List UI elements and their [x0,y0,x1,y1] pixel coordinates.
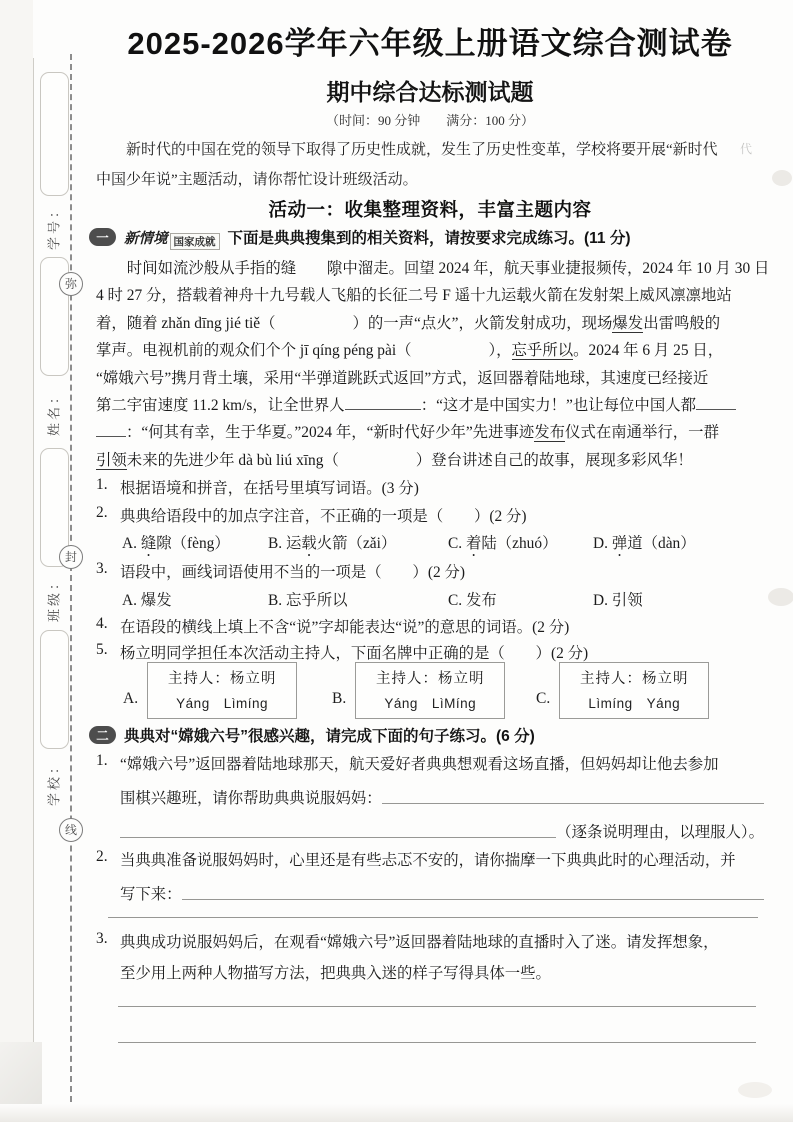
new-context-tag: 新情境 [124,230,168,247]
passage-line: 4 时 27 分，搭载着神舟十九号载人飞船的长征二号 F 遥十九运载火箭在发射架上威风凛凛地站 [96,287,732,305]
s2-q2-line-1: 当典典准备说服妈妈时，心里还是有些忐忑不安的，请你揣摩一下典典此时的心理活动，并 [120,852,736,869]
answer-blank [182,899,764,900]
plate-a-pinyin-line: Yáng Lìmíng [176,696,268,711]
s2-q3-line-1: 典典成功说服妈妈后，在观看“嫦娥六号”返回器着陆地球的直播时入了迷。请发挥想象， [120,934,719,951]
question-2 [96,504,527,526]
question-3-number: 3. [96,560,108,577]
s2-q2-line-2-lead: 写下来： [120,886,182,903]
s2-question-3 [96,930,764,952]
seal-char-mi: 弥 [59,272,83,296]
exam-time-score-meta: （时间：90 分钟 满分：100 分） [325,113,534,128]
s2-q1-number: 1. [96,752,108,769]
s2-q1-line-2 [120,786,764,808]
exam-title: 2025-2026学年六年级上册语文综合测试卷 [127,26,733,61]
question-2-text: 典典给语段中的加点字注音，不正确的一项是（ ）(2 分) [120,508,527,525]
answer-blank [382,803,764,804]
paper-fold-edge [33,58,34,1108]
scan-artifact [772,170,792,186]
option-b: B. 忘乎所以 [268,592,348,609]
section-one-row [89,226,631,248]
section-two-row [89,724,535,746]
name-plate-a [147,662,297,719]
scan-left-margin [0,0,33,1122]
question-5 [96,641,588,663]
name-plate-c [559,662,709,719]
exam-subtitle: 期中综合达标测试题 [326,79,534,105]
option-c: C. 着陆（zhuó） [448,535,558,552]
margin-label-name: 姓名： [46,387,62,437]
section-two-title: 典典对“嫦娥六号”很感兴趣，请完成下面的句子练习。(6 分) [124,728,535,745]
s2-question-2 [96,848,764,870]
plate-b-host-line: 主持人：杨立明 [375,671,485,687]
question-1-text: 根据语境和拼音，在括号里填写词语。(3 分) [120,480,419,497]
plate-b-label: B. [332,689,347,707]
seal-char-feng: 封 [59,545,83,569]
margin-label-school: 学校： [46,757,62,807]
margin-box-student-id [40,72,69,196]
margin-label-class: 班级： [46,573,62,623]
section-two-number-badge: 二 [89,726,116,744]
passage-line: 引领未来的先进少年 dà bù liú xīng（ ）登台讲述自己的故事，展现多彩风华！ [96,451,693,469]
option-a: A. 爆发 [122,592,172,609]
question-5-text: 杨立明同学担任本次活动主持人，下面名牌中正确的是（ ）(2 分) [120,645,589,662]
s2-q1-line-3-tail: （逐条说明理由，以理服人）。 [556,824,764,841]
passage-line: 时间如流沙般从手指的缝 隙中溜走。回望 2024 年，航天事业捷报频传，2024 年 10 月 30 日 [126,260,770,277]
answer-line [118,1042,756,1043]
s2-q3-number: 3. [96,930,108,947]
seal-dashed-line [70,54,72,1102]
topic-tag-national-achievement: 国家成就 [170,233,220,250]
section-one-title: 下面是典典搜集到的相关资料，请按要求完成练习。(11 分) [227,230,631,247]
scan-artifact [768,588,793,606]
intro-line-2: 中国少年说”主题活动，请你帮忙设计班级活动。 [96,172,418,188]
answer-line [108,917,758,918]
intro-line-1: 新时代的中国在党的领导下取得了历史性成就，发生了历史性变革，学校将要开展“新时代 [126,142,718,158]
passage-line: 掌声。电视机前的观众们个个 jī qíng péng pài（ ），忘乎所以。2024 年 6 月 25 日， [96,342,724,360]
option-c: C. 发布 [448,592,497,609]
s2-q1-line-3 [120,820,764,842]
plate-c-label: C. [536,689,551,707]
passage-line: ：“何其有幸，生于华夏。”2024 年，“新时代好少年”先进事迹发布仪式在南通举行，一群 [96,419,764,446]
passage-line: 着，随着 zhǎn dīng jié tiě（ ）的一声“点火”，火箭发射成功，现场爆发出雷鸣般的 [96,314,721,332]
s2-q2-number: 2. [96,848,108,865]
passage-line: 第二宇宙速度 11.2 km/s，让全世界人 ：“这才是中国实力！”也让每位中国人都 [96,392,764,419]
question-2-options [122,531,696,553]
s2-q1-line-2-lead: 围棋兴趣班，请你帮助典典说服妈妈： [120,790,382,807]
name-plate-option-b [332,662,505,719]
name-plate-option-a [123,662,297,719]
s2-q1-line-1: “嫦娥六号”返回器着陆地球那天，航天爱好者典典想观看这场直播，但妈妈却让他去参加 [120,756,719,773]
plate-c-host-line: 主持人：杨立明 [579,671,689,687]
option-a: A. 缝隙（fèng） [122,535,230,552]
activity-one-header: 活动一：收集整理资料，丰富主题内容 [268,199,592,220]
answer-blank [120,837,556,838]
plate-b-pinyin-line: Yáng LìMíng [384,696,477,711]
answer-line [118,1006,756,1007]
question-4-text: 在语段的横线上填上不含“说”字却能表达“说”的意思的词语。(2 分) [120,619,570,636]
question-1-number: 1. [96,476,108,493]
question-3 [96,560,465,582]
s2-q3-line-2-text: 至少用上两种人物描写方法，把典典入迷的样子写得具体一些。 [120,965,551,982]
passage-line: “嫦娥六号”携月背土壤，采用“半弹道跳跃式返回”方式，返回器着陆地球，其速度已经接近 [96,369,709,387]
question-4-number: 4. [96,615,108,632]
question-2-number: 2. [96,504,108,521]
plate-c-pinyin-line: Lìmíng Yáng [588,696,681,711]
bleed-through-character: 代 [740,142,753,156]
s2-q3-line-2 [120,961,764,983]
s2-question-1 [96,752,764,774]
question-4 [96,615,569,637]
name-plate-option-c [536,662,709,719]
question-3-text: 语段中，画线词语使用不当的一项是（ ）(2 分) [120,564,465,581]
margin-label-student-id: 学号： [46,201,62,251]
plate-a-host-line: 主持人：杨立明 [167,671,277,687]
intro-paragraph [96,135,764,195]
seal-char-xian: 线 [59,818,83,842]
reading-passage [96,255,770,474]
name-plate-b [355,662,505,719]
option-d: D. 弹道（dàn） [593,535,696,552]
margin-box-school [40,630,69,749]
plate-a-label: A. [123,689,139,707]
question-1 [96,476,419,498]
question-5-number: 5. [96,641,108,658]
section-one-number-badge: 一 [89,228,116,246]
s2-q2-line-2 [120,882,764,904]
question-3-options [122,588,643,610]
option-b: B. 运载火箭（zǎi） [268,535,397,552]
option-d: D. 引领 [593,592,643,609]
exam-content [96,0,770,1122]
